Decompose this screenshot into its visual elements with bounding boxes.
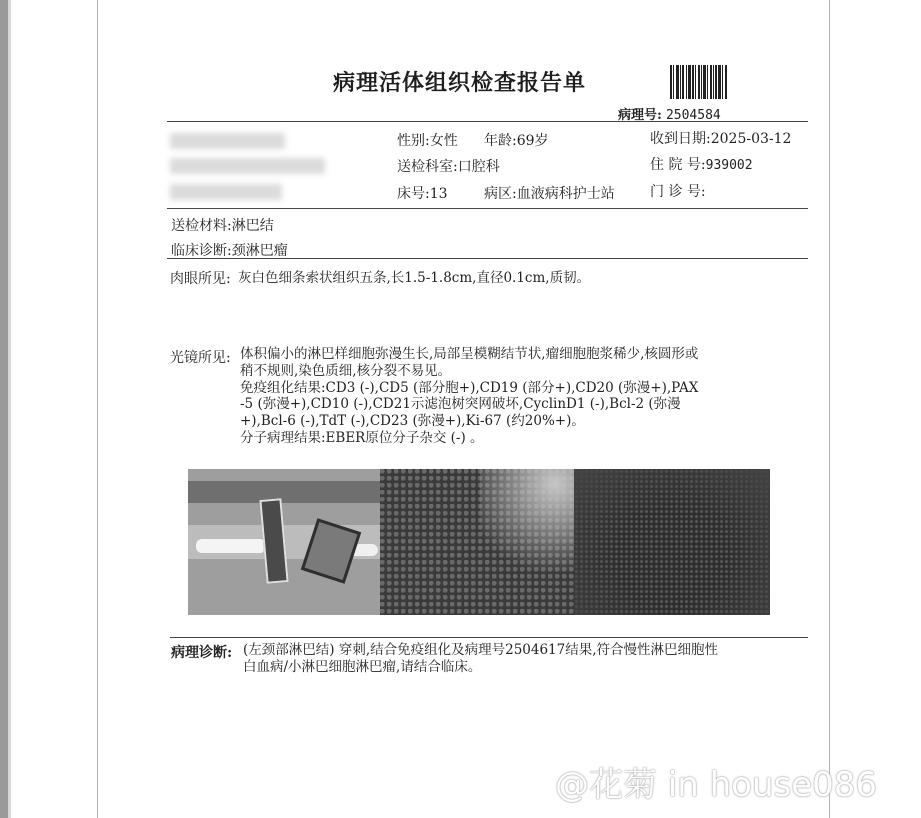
inpatient-number-value: 939002 [705,158,753,173]
patient-divider [167,208,808,209]
diagnosis-text [243,642,718,676]
scan-edge [0,0,8,818]
redacted-address [170,158,325,174]
pathology-number-value: 2504584 [665,108,721,123]
inpatient-number [650,154,753,174]
gross-specimen-photo [188,469,380,615]
hospital-name-redacted [390,20,555,42]
header-divider [167,121,808,122]
patient-age: 年龄:69岁 [484,133,549,149]
gross-label: 肉眼所见: [170,271,231,287]
bed-number: 床号:13 [397,186,448,202]
gross-text: 灰白色细条索状组织五条,长1.5-1.8cm,直径0.1cm,质韧。 [238,270,591,286]
molecular-line: 分子病理结果:EBER原位分子杂交 (-) 。 [240,429,484,446]
microscopic-line-2: 稍不规则,染色质细,核分裂不易见。 [240,362,452,379]
outpatient-number: 门 诊 号: [650,184,706,200]
diagnosis-line-2: 白血病/小淋巴细胞淋巴瘤,请结合临床。 [243,658,482,675]
histology-photo-high-power [574,469,770,615]
redacted-name [170,133,285,149]
specimen-vial [259,498,288,584]
ihc-line-2: -5 (弥漫+),CD10 (-),CD21示滤泡树突网破坏,CyclinD1 (-),Bcl-2 (弥漫 [240,396,681,413]
watermark: @花菊 in house086 [555,765,878,805]
diagnosis-line-1: (左颈部淋巴结) 穿刺,结合免疫组化及病理号2504617结果,符合慢性淋巴细胞性 [243,642,719,658]
microscopic-line-1: 体积偏小的淋巴样细胞弥漫生长,局部呈模糊结节状,瘤细胞胞浆稀少,核圆形或 [240,346,699,362]
specimen-material: 送检材料:淋巴结 [171,218,274,234]
ward: 病区:血液病科护士站 [484,186,615,202]
histology-photo-low-power [380,469,574,615]
received-date: 收到日期:2025-03-12 [650,131,792,147]
specimen-divider [167,258,808,259]
redacted-doctor [170,184,282,200]
report-title: 病理活体组织检查报告单 [333,70,587,96]
ihc-line-3: +),Bcl-6 (-),TdT (-),CD23 (弥漫+),Ki-67 (约20%+)。 [240,413,585,430]
microscopic-label: 光镜所见: [170,350,231,366]
inpatient-number-label: 住 院 号: [650,157,706,173]
specimen-photos [188,469,770,615]
sending-department: 送检科室:口腔科 [397,159,500,175]
patient-sex: 性别:女性 [397,133,458,149]
diagnosis-divider [170,637,808,638]
scan-edge-light [8,0,11,818]
ihc-line-1: 免疫组化结果:CD3 (-),CD5 (部分胞+),CD19 (部分+),CD20 (弥漫+),PAX [240,379,699,396]
diagnosis-label: 病理诊断: [171,645,233,661]
clinical-diagnosis: 临床诊断:颈淋巴瘤 [171,243,288,259]
barcode [670,65,740,99]
pathology-number-label: 病理号: [618,108,662,123]
microscopic-text [240,346,698,447]
